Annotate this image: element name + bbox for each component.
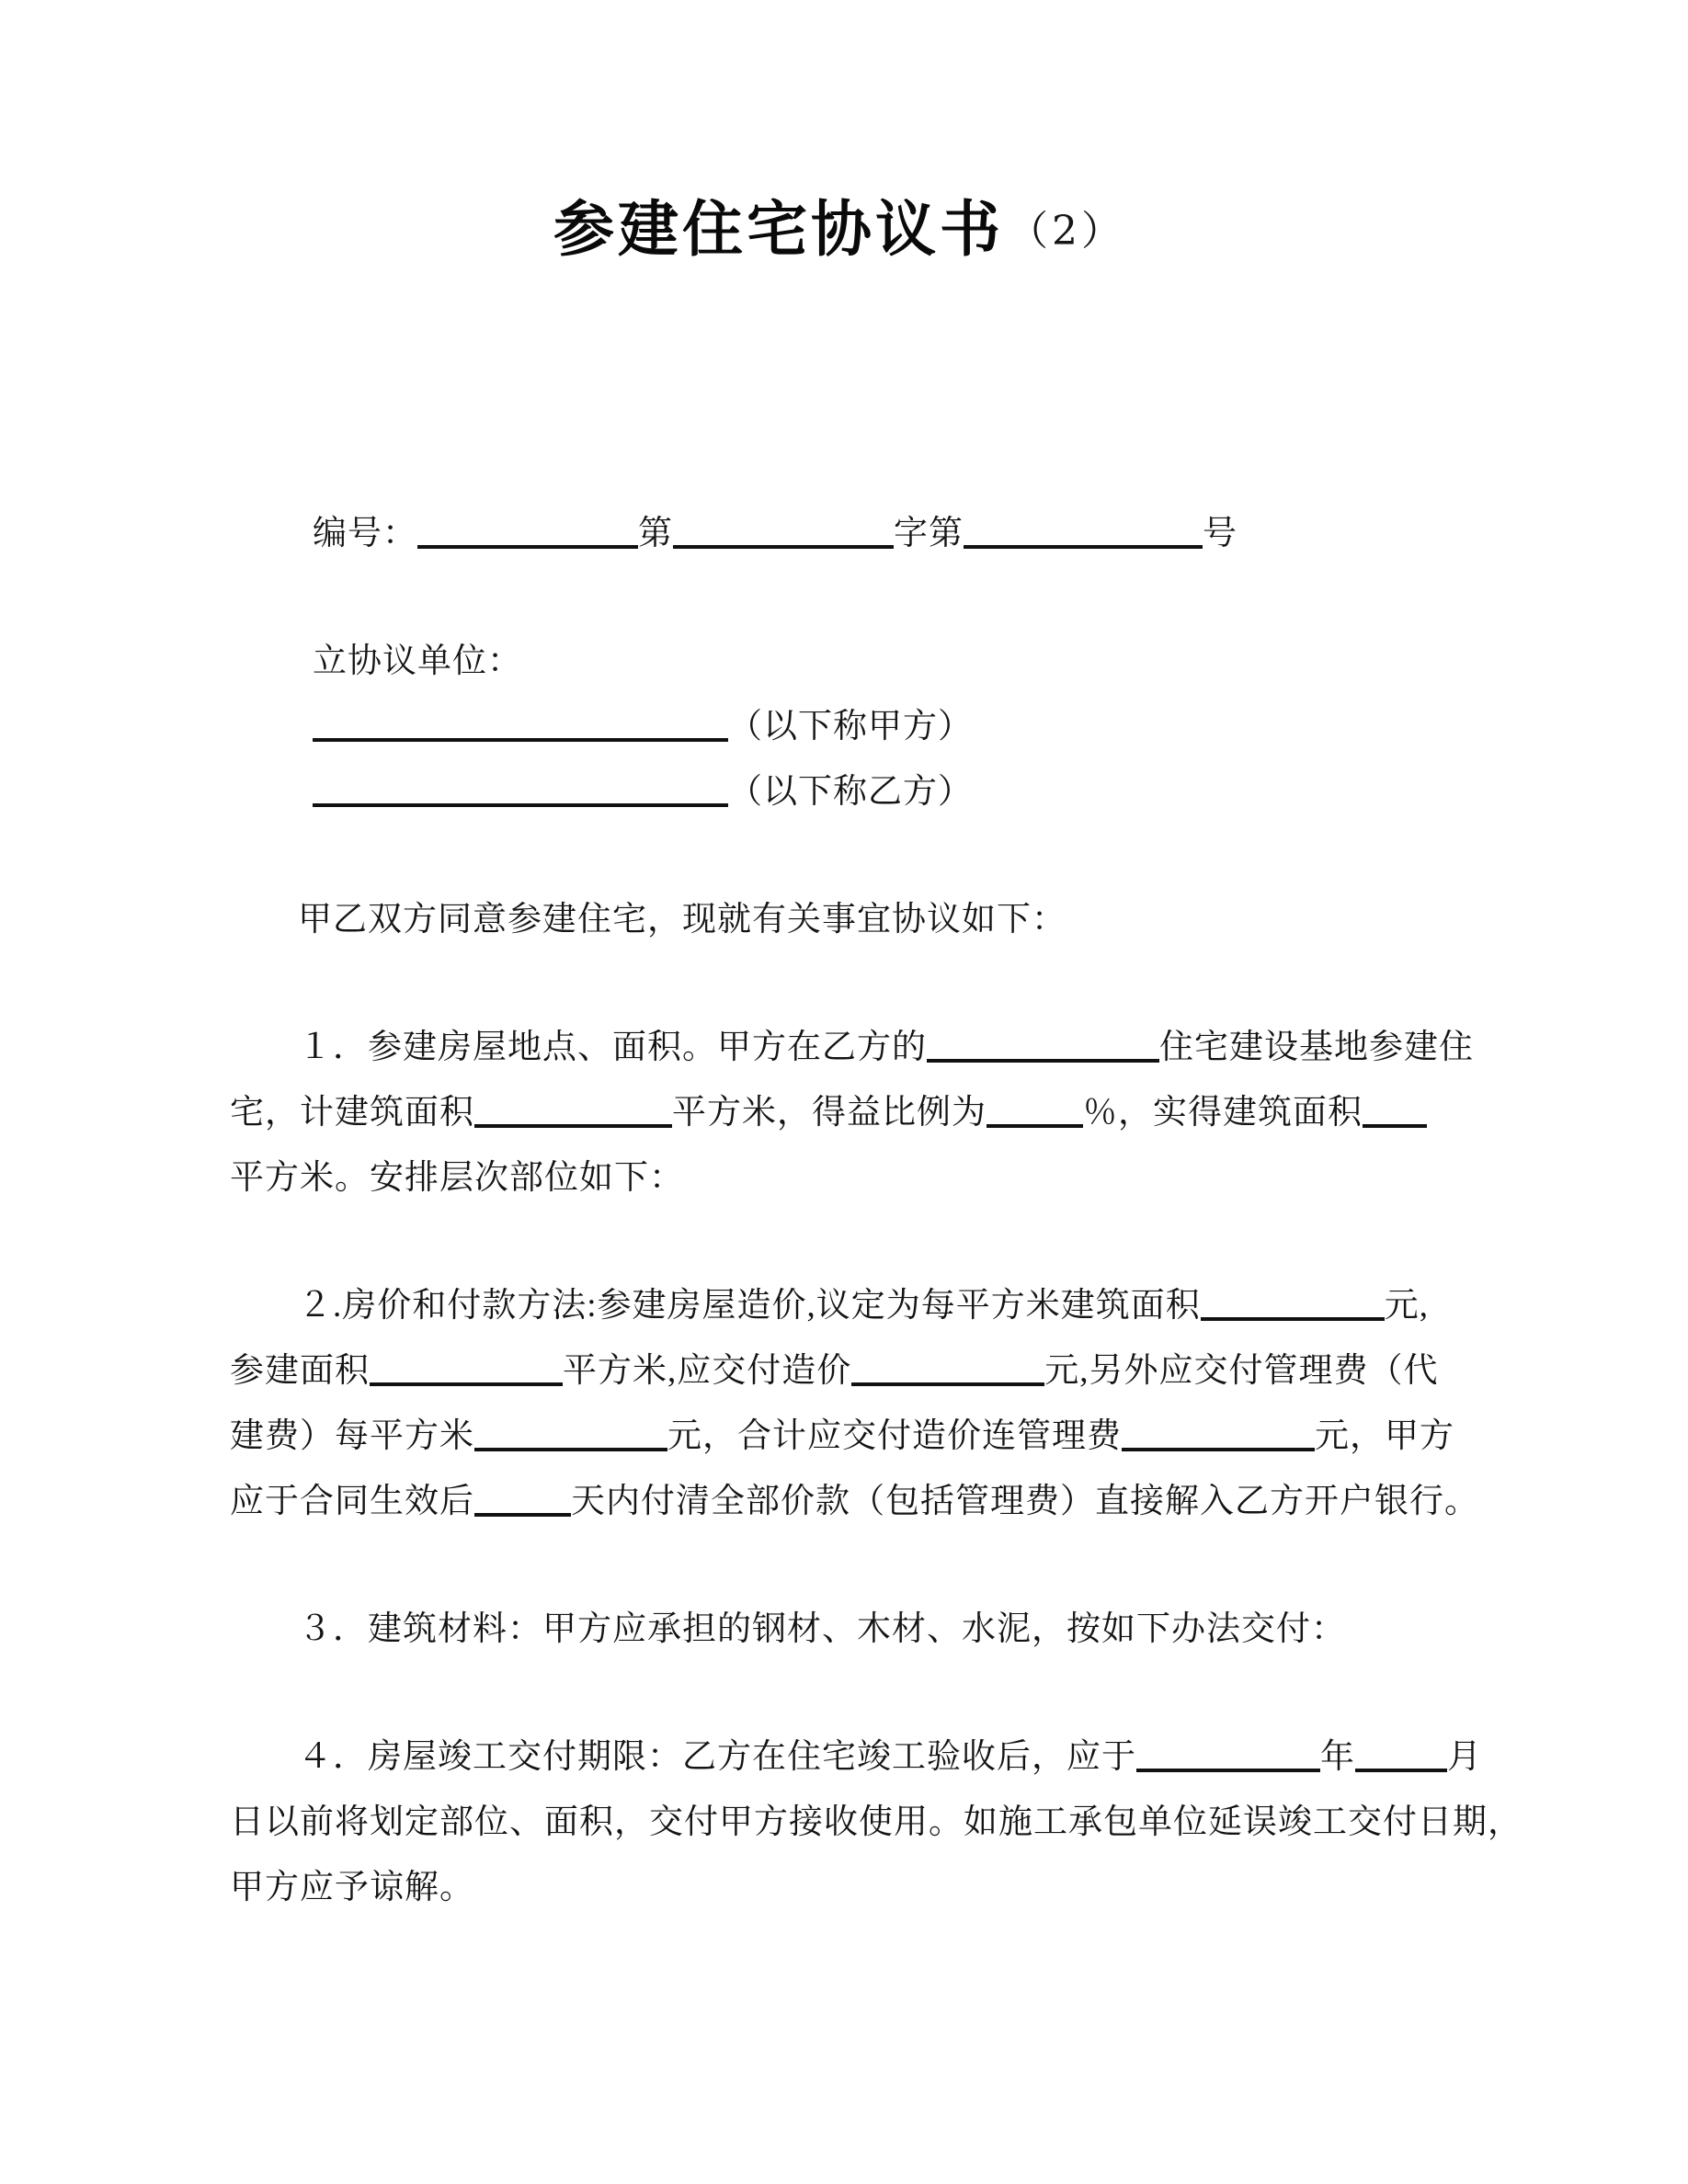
text-run: 天内付清全部价款（包括管理费）直接解入乙方开户银行。 <box>571 1483 1479 1520</box>
blank-field <box>964 518 1203 549</box>
text-run: 元, <box>1384 1287 1430 1325</box>
blank-field <box>927 1031 1159 1063</box>
number-line <box>230 501 1449 566</box>
clause-line <box>230 1015 1474 1080</box>
text-run: 平方米,应交付造价 <box>563 1352 852 1390</box>
blank-field <box>987 1097 1083 1128</box>
text-run: 平方米，得益比例为 <box>672 1094 987 1132</box>
clauses-section <box>230 1015 1523 1920</box>
blank-field <box>1122 1420 1315 1451</box>
clause-line <box>230 1273 1449 1338</box>
clause-line <box>230 1469 1479 1534</box>
blank-field <box>313 776 728 807</box>
text-run: 日以前将划定部位、面积，交付甲方接收使用。如施工承包单位延误竣工交付日期， <box>230 1803 1523 1841</box>
blank-field <box>1363 1097 1427 1128</box>
page-title: 参建住宅协议书 <box>553 194 1004 265</box>
blank-field <box>1201 1290 1385 1321</box>
text-run: ３．建筑材料：甲方应承担的钢材、木材、水泥，按如下办法交付： <box>298 1610 1346 1648</box>
blank-field <box>851 1355 1044 1386</box>
text-run: 字第 <box>894 515 964 552</box>
clause-line <box>230 1855 1449 1920</box>
clause-line <box>230 1790 1523 1855</box>
text-run: ４．房屋竣工交付期限：乙方在住宅竣工验收后，应于 <box>298 1738 1136 1776</box>
blank-field <box>370 1355 563 1386</box>
page-title-note: （2） <box>1008 208 1125 255</box>
clause-line <box>230 1597 1449 1662</box>
blank-field <box>474 1485 571 1517</box>
text-run: 宅，计建筑面积 <box>230 1094 474 1132</box>
text-run: 元,另外应交付管理费（代 <box>1044 1352 1439 1390</box>
text-run: 元，甲方 <box>1315 1417 1454 1455</box>
text-run: 月 <box>1447 1738 1482 1776</box>
parties-label: 立协议单位： <box>313 643 522 680</box>
parties-section <box>230 629 1449 825</box>
text-run: （以下称乙方） <box>728 773 973 811</box>
clause-4 <box>230 1724 1523 1920</box>
party-lines <box>230 694 1449 825</box>
text-run: 年 <box>1320 1738 1355 1776</box>
text-run: 甲方应予谅解。 <box>230 1869 474 1906</box>
text-run: 编号： <box>313 515 417 552</box>
blank-field <box>673 518 894 549</box>
clause-1 <box>230 1015 1474 1211</box>
text-run: 建费）每平方米 <box>230 1417 474 1455</box>
text-run: １．参建房屋地点、面积。甲方在乙方的 <box>298 1029 927 1066</box>
text-run: 号 <box>1203 515 1237 552</box>
clause-line <box>230 1404 1454 1469</box>
clause-line <box>230 1080 1449 1145</box>
text-run: 应于合同生效后 <box>230 1483 474 1520</box>
blank-field <box>417 518 638 549</box>
text-run: 元，合计应交付造价连管理费 <box>667 1417 1122 1455</box>
clause-line <box>230 1338 1449 1404</box>
text-run: ％，实得建筑面积 <box>1083 1094 1363 1132</box>
clause-line <box>230 1724 1482 1790</box>
blank-field <box>313 711 728 742</box>
text-run: ２.房价和付款方法:参建房屋造价,议定为每平方米建筑面积 <box>298 1287 1201 1325</box>
blank-field <box>474 1097 672 1128</box>
blank-field <box>474 1420 667 1451</box>
party-line <box>230 759 1449 825</box>
clause-3 <box>230 1597 1449 1662</box>
text-run: （以下称甲方） <box>728 708 973 745</box>
clause-2 <box>230 1273 1479 1534</box>
text-run: 平方米。安排层次部位如下： <box>230 1159 684 1197</box>
blank-field <box>1136 1741 1320 1772</box>
party-line <box>230 694 1449 759</box>
intro-line: 甲乙双方同意参建住宅，现就有关事宜协议如下： <box>298 901 1066 938</box>
blank-field <box>1355 1741 1447 1772</box>
clause-line <box>230 1145 1449 1211</box>
text-run: 第 <box>638 515 673 552</box>
text-run: 住宅建设基地参建住 <box>1159 1029 1474 1066</box>
document-header <box>230 0 1449 267</box>
text-run: 参建面积 <box>230 1352 370 1390</box>
